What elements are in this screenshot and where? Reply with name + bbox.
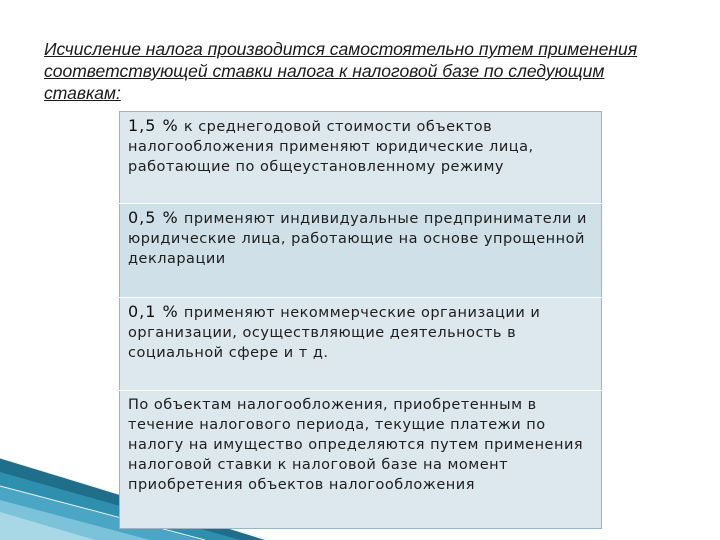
table-row xyxy=(120,112,602,204)
rate-cell xyxy=(120,112,602,204)
table-row xyxy=(120,391,602,529)
payment-note: По объектам налогообложения, приобретенным в течение налогового периода, текущие платежи по налогу на имущество определяются путем применения налоговой ставки к налоговой базе на момент приобретения объектов налогообложения xyxy=(128,397,584,493)
rate-description: применяют индивидуальные предприниматели и юридические лица, работающие на основе упрощенной декларации xyxy=(128,211,587,267)
rate-cell xyxy=(120,298,602,391)
note-cell xyxy=(120,391,602,529)
rate-value: 1,5 % xyxy=(128,116,179,135)
rate-cell xyxy=(120,204,602,298)
tax-rates-table xyxy=(119,111,602,529)
rate-value: 0,1 % xyxy=(128,302,179,321)
table-row xyxy=(120,204,602,298)
rate-description: применяют некоммерческие организации и организации, осуществляющие деятельность в социальной сфере и т д. xyxy=(128,305,541,361)
page-heading: Исчисление налога производится самостоятельно путем применения соответствующей ставки налога к налоговой базе по следующим ставкам: xyxy=(44,39,638,103)
table-row xyxy=(120,298,602,391)
rate-value: 0,5 % xyxy=(128,208,179,227)
rate-description: к среднегодовой стоимости объектов налогообложения применяют юридические лица, работающие по общеустановленному режиму xyxy=(128,119,534,175)
